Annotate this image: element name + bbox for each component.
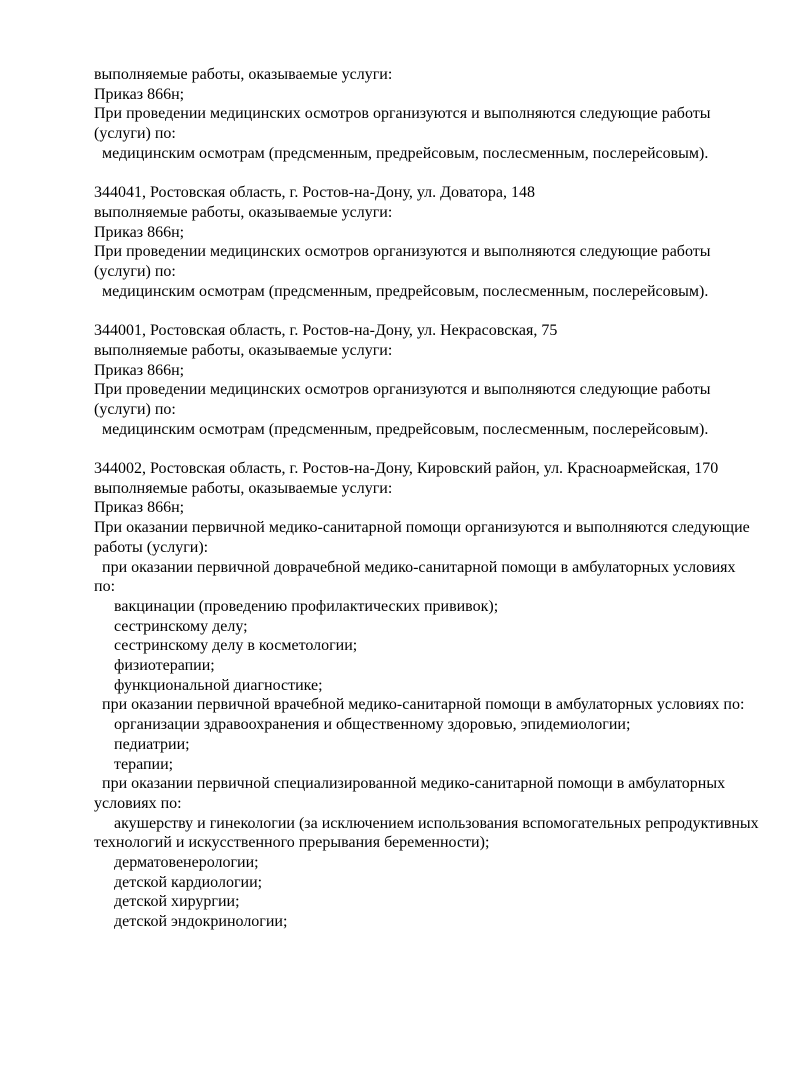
document-text xyxy=(94,65,772,932)
document-line: организации здравоохранения и общественному здоровью, эпидемиологии; xyxy=(94,716,631,734)
document-line: дерматовенерологии; xyxy=(94,854,259,872)
document-line: (услуги) по: xyxy=(94,400,176,418)
document-line: выполняемые работы, оказываемые услуги: xyxy=(94,203,393,221)
document-line: Приказ 866н; xyxy=(94,499,185,517)
location-block xyxy=(94,321,772,439)
document-line: функциональной диагностике; xyxy=(94,676,323,694)
location-block xyxy=(94,459,772,932)
document-line: При проведении медицинских осмотров организуются и выполняются следующие работы xyxy=(94,243,711,261)
document-line: педиатрии; xyxy=(94,735,190,753)
document-line: сестринскому делу; xyxy=(94,617,248,635)
document-line: (услуги) по: xyxy=(94,263,176,281)
document-line: детской эндокринологии; xyxy=(94,913,288,931)
document-line: Приказ 866н; xyxy=(94,361,185,379)
document-line: При проведении медицинских осмотров организуются и выполняются следующие работы xyxy=(94,105,711,123)
document-line: медицинским осмотрам (предсменным, предрейсовым, послесменным, послерейсовым). xyxy=(94,144,709,162)
document-line: медицинским осмотрам (предсменным, предрейсовым, послесменным, послерейсовым). xyxy=(94,420,709,438)
document-line: детской кардиологии; xyxy=(94,873,263,891)
location-block xyxy=(94,65,772,164)
document-line: детской хирургии; xyxy=(94,893,240,911)
document-line: (услуги) по: xyxy=(94,125,176,143)
document-line: При проведении медицинских осмотров организуются и выполняются следующие работы xyxy=(94,381,711,399)
address-line: 344041, Ростовская область, г. Ростов-на-Дону, ул. Доватора, 148 xyxy=(94,184,535,202)
document-line: При оказании первичной медико-санитарной помощи организуются и выполняются следующие xyxy=(94,519,750,537)
document-line: физиотерапии; xyxy=(94,657,215,675)
document-line: условиях по: xyxy=(94,794,182,812)
location-block xyxy=(94,183,772,301)
document-line: работы (услуги): xyxy=(94,538,209,556)
document-line: терапии; xyxy=(94,755,174,773)
document-line: медицинским осмотрам (предсменным, предрейсовым, послесменным, послерейсовым). xyxy=(94,282,709,300)
address-line: 344002, Ростовская область, г. Ростов-на-Дону, Кировский район, ул. Красноармейская, 170 xyxy=(94,460,719,478)
document-line: акушерству и гинекологии (за исключением использования вспомогательных репродуктивных xyxy=(94,814,759,832)
document-line: Приказ 866н; xyxy=(94,223,185,241)
document-line: при оказании первичной врачебной медико-санитарной помощи в амбулаторных условиях по: xyxy=(94,696,745,714)
document-line: по: xyxy=(94,578,116,596)
document-line: выполняемые работы, оказываемые услуги: xyxy=(94,341,393,359)
document-line: выполняемые работы, оказываемые услуги: xyxy=(94,479,393,497)
address-line: 344001, Ростовская область, г. Ростов-на-Дону, ул. Некрасовская, 75 xyxy=(94,322,558,340)
document-line: технологий и искусственного прерывания беременности); xyxy=(94,834,490,852)
document-line: сестринскому делу в косметологии; xyxy=(94,637,358,655)
document-line: при оказании первичной специализированной медико-санитарной помощи в амбулаторных xyxy=(94,775,726,793)
document-line: выполняемые работы, оказываемые услуги: xyxy=(94,66,393,83)
document-line: при оказании первичной доврачебной медико-санитарной помощи в амбулаторных условиях xyxy=(94,558,736,576)
document-line: Приказ 866н; xyxy=(94,85,185,103)
document-line: вакцинации (проведению профилактических прививок); xyxy=(94,597,499,615)
